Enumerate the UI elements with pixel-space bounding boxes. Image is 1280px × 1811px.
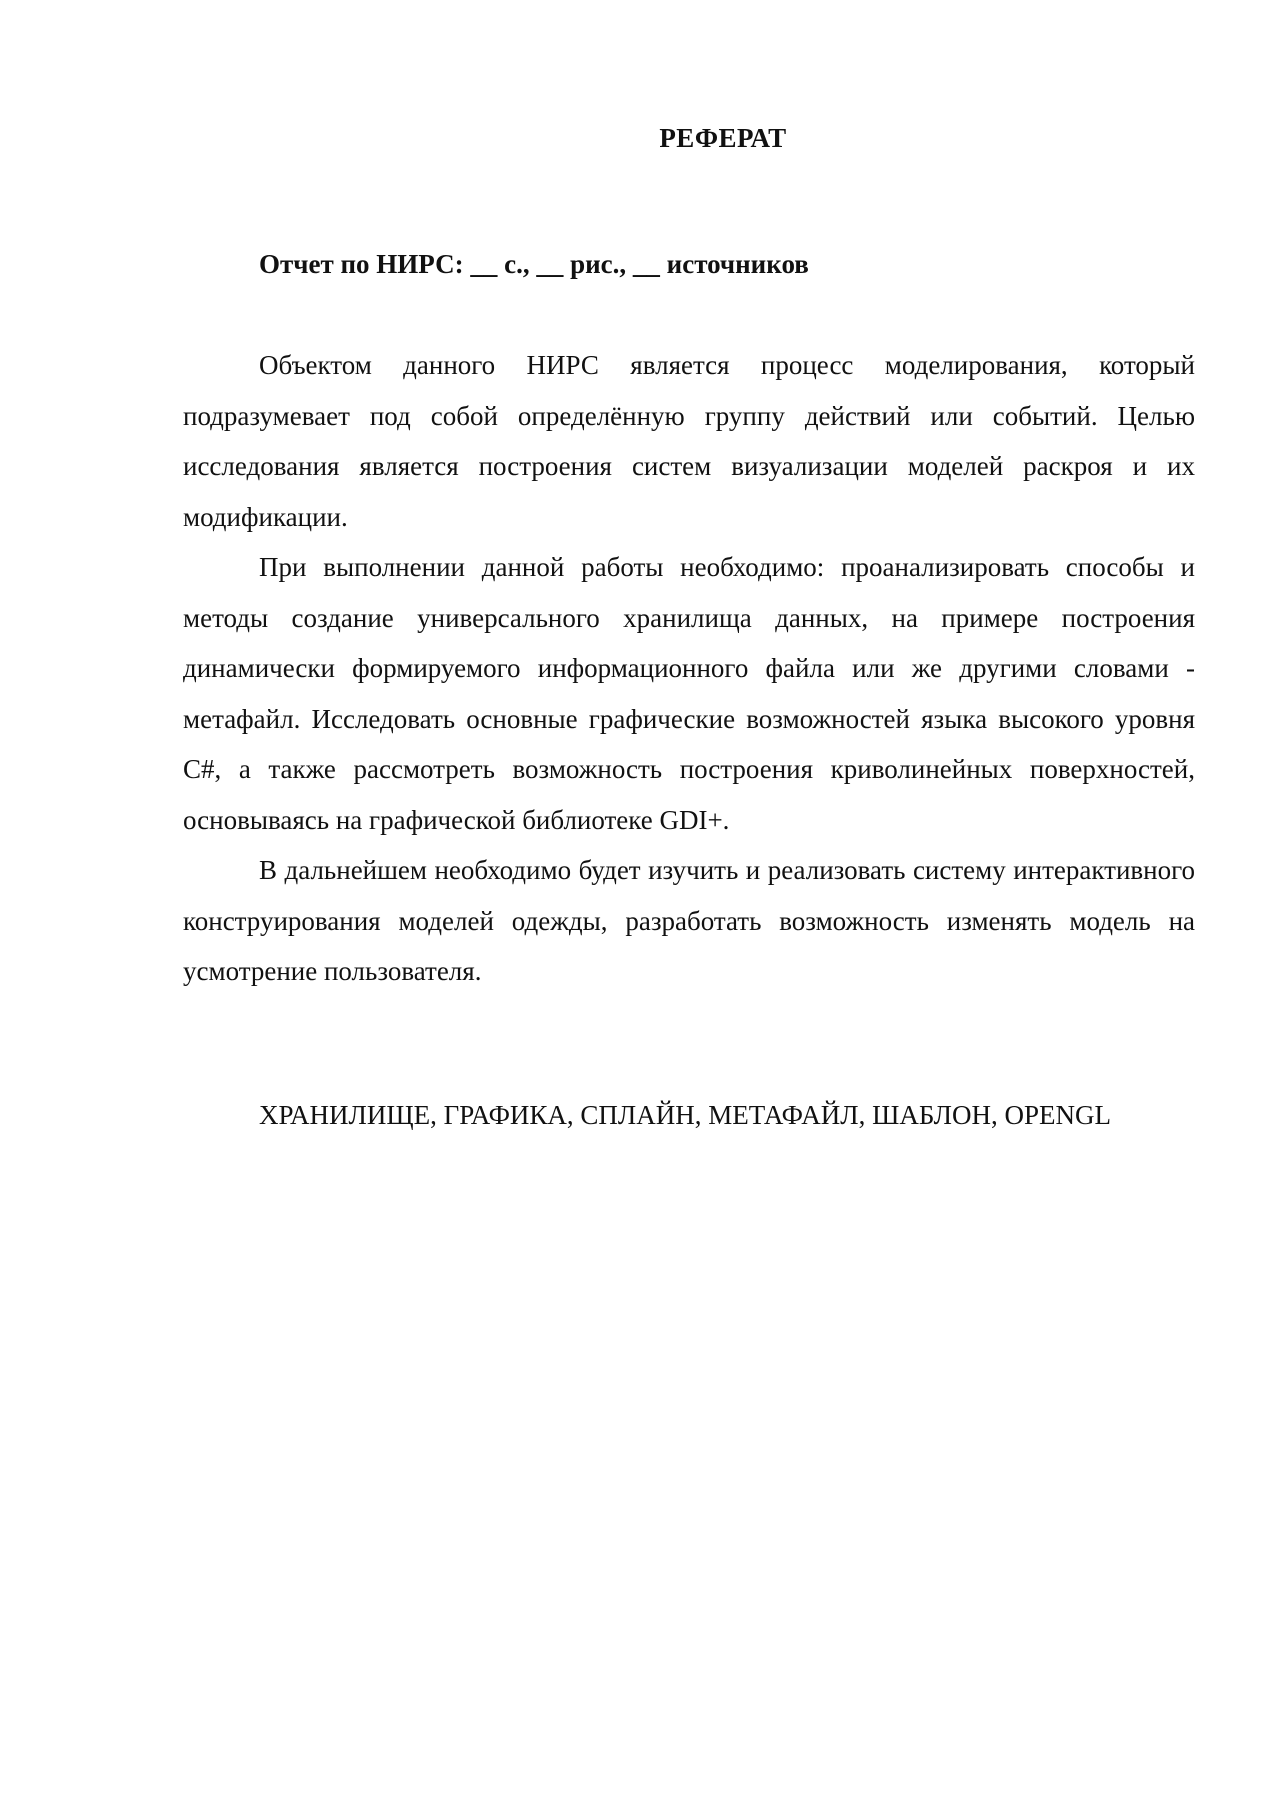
paragraph-future-work: В дальнейшем необходимо будет изучить и реализовать систему интерактивного конструирования моделей одежды, разработать возможность изменять модель на усмотрение пользователя. [183, 855, 1195, 986]
paragraph-object: Объектом данного НИРС является процесс моделирования, который подразумевает под собой определённую группу действий или событий. Целью исследования является построения систем визуализации моделей раскроя и их модификации. [183, 350, 1195, 532]
abstract-body [183, 340, 1195, 997]
keywords-line: ХРАНИЛИЩЕ, ГРАФИКА, СПЛАЙН, МЕТАФАЙЛ, ШАБЛОН, OPENGL [259, 1100, 1111, 1130]
paragraph-tasks: При выполнении данной работы необходимо: проанализировать способы и методы создание универсального хранилища данных, на примере построения динамически формируемого информационного файла или же другими словами - метафайл. Исследовать основные графические возможностей языка высокого уровня C#, а также рассмотреть возможность построения криволинейных поверхностей, основываясь на графической библиотеке GDI+. [183, 552, 1195, 835]
report-summary-line: Отчет по НИРС: __ с., __ рис., __ источников [259, 249, 809, 279]
page-title: РЕФЕРАТ [659, 123, 787, 153]
